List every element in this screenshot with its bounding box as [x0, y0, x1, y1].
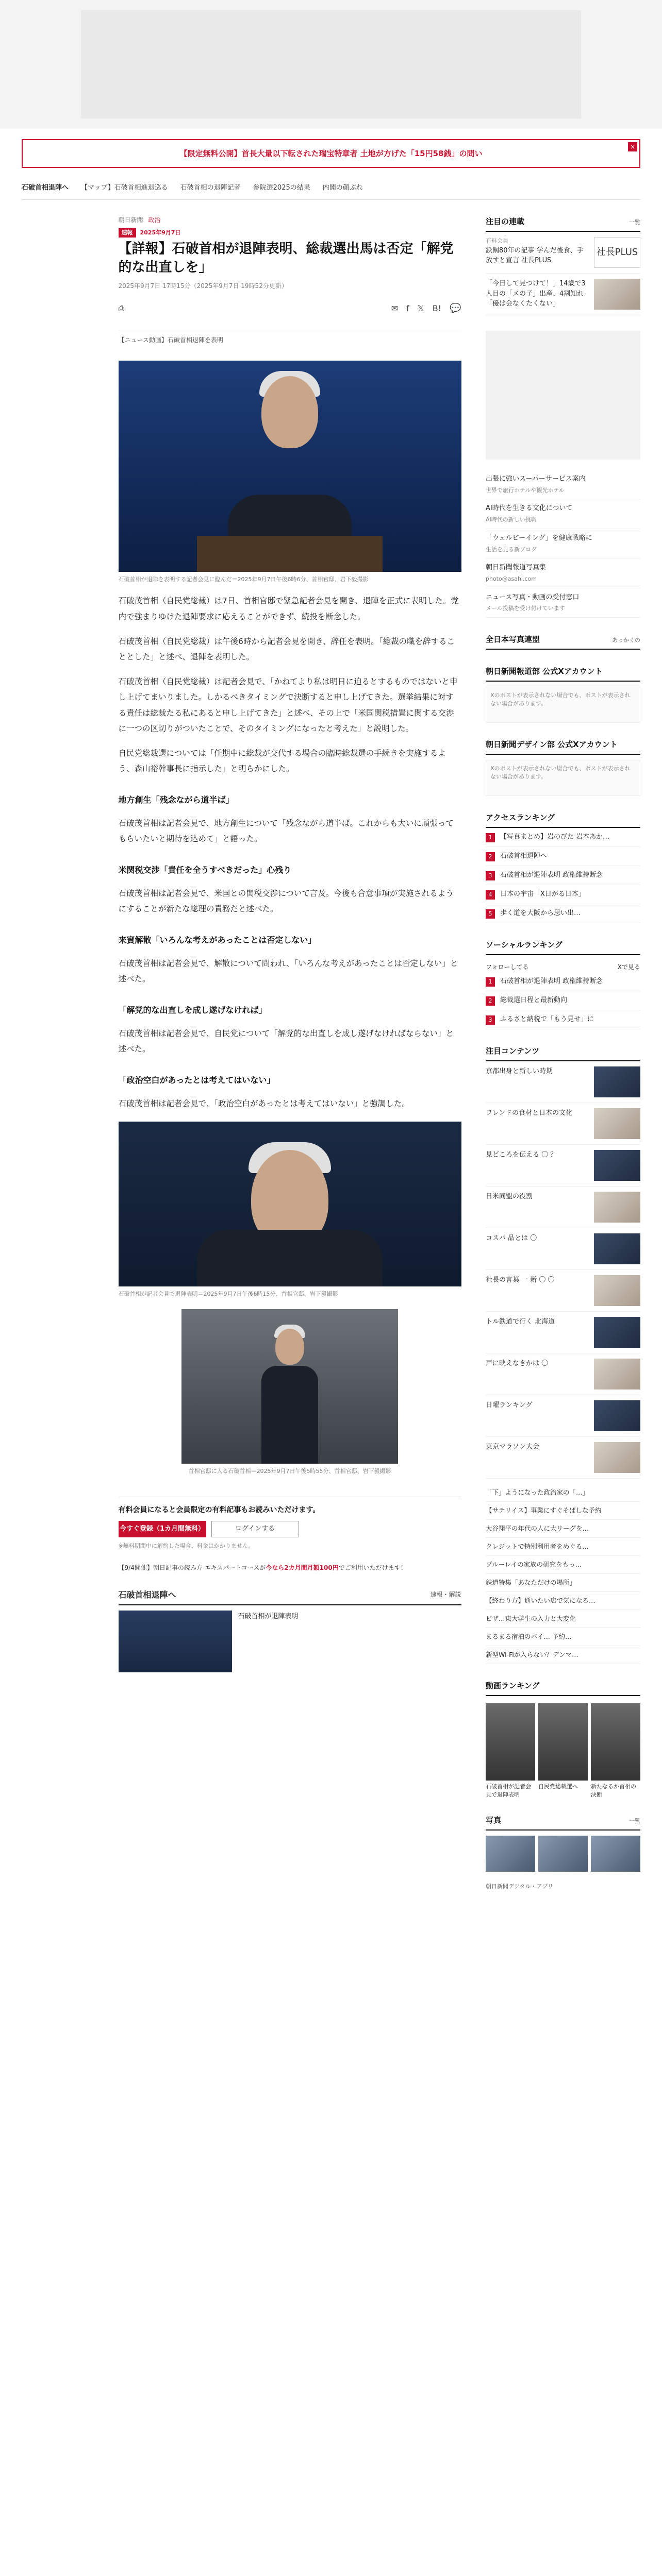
photo-subject-suit	[261, 1366, 318, 1464]
x-icon[interactable]: 𝕏	[417, 303, 424, 314]
article-dates: 2025年9月7日 17時15分（2025年9月7日 19時52分更新）	[118, 282, 288, 290]
content-item[interactable]: 京都出身と新しい時期	[486, 1061, 640, 1103]
sidebar-heading-text: 注目の連載	[486, 217, 525, 226]
promo-banner[interactable]	[22, 139, 640, 168]
list-item[interactable]: ピザ…東大学生の入力と大変化	[486, 1610, 640, 1628]
ranking-item[interactable]: 4 日本の宇宙「X日がる日本」	[486, 885, 640, 904]
sidebar-link[interactable]: 出張に強いスーパーサービス案内 世界で旅行ホテルや観光ホテル	[486, 470, 640, 499]
comment-icon[interactable]: 💬	[450, 302, 461, 314]
plain-list	[486, 1484, 640, 1664]
video-card[interactable]: 新たなるか首相の決断	[591, 1703, 640, 1799]
list-item[interactable]: 「下」ようになった政治家の「…」	[486, 1484, 640, 1502]
sidebar-heading: 朝日新聞報道部 公式Xアカウント	[486, 665, 640, 682]
login-button[interactable]: ログインする	[211, 1521, 299, 1537]
video-card[interactable]: 自民党総裁選へ	[538, 1703, 588, 1799]
tag-row	[119, 228, 461, 238]
list-item[interactable]: ブルーレイの家族の研究をもっ…	[486, 1556, 640, 1574]
left-gutter	[22, 200, 94, 1891]
paragraph: 石破茂首相は記者会見で、自民党について「解党的な出直しを成し遂げなければならない」と述べた。	[118, 1029, 454, 1054]
content-item[interactable]: 日米同盟の役割	[486, 1187, 640, 1228]
related-thumbnail[interactable]	[119, 1611, 232, 1672]
paragraph: 石破茂首相は記者会見で、地方創生について「残念ながら道半ば。これからも大いに頑張ってもらいたいと期待を込めて」と語った。	[118, 819, 454, 844]
topic-main[interactable]: 石破首相退陣へ	[22, 184, 69, 192]
content-item[interactable]: 社長の言葉 一 新 〇 〇	[486, 1270, 640, 1312]
sidebar-link[interactable]: ニュース写真・動画の受付窓口 メール投稿を受け付けています	[486, 588, 640, 618]
video-carousel	[486, 1703, 640, 1799]
offer-highlight: 今なら2カ月間月額100円	[266, 1564, 339, 1571]
crumb-category[interactable]: 政治	[148, 216, 161, 224]
banner-text[interactable]: 【限定無料公開】首長大量以下転された瑞宝特章者 土地が方げた「15円58銭」の問い	[179, 149, 483, 158]
photo-grid	[486, 1836, 640, 1872]
sidebar-link[interactable]: AI時代を生きる文化について AI時代の新しい挑戦	[486, 499, 640, 529]
ranking-item[interactable]: 3 石破首相が退陣表明 政権維持断念	[486, 866, 640, 885]
paywall-note: ※無料期間中に解約した場合、料金はかかりません。	[118, 1543, 254, 1550]
ranking-heading: ソーシャルランキング	[486, 939, 640, 955]
list-item[interactable]	[486, 232, 640, 274]
more-link[interactable]: 一覧	[629, 219, 640, 226]
offer-suffix: でご利用いただけます！	[338, 1564, 407, 1571]
list-item[interactable]: 【サテリイス】事業にすぐそばしな予約	[486, 1502, 640, 1520]
photo-closeup[interactable]	[119, 1122, 461, 1286]
paragraph: 石破茂首相（自民党総裁）は午後6時から記者会見を開き、辞任を表明。「総裁の職を辞することとした」と述べ、退陣を表明した。	[118, 636, 455, 662]
section-heading: 「政治空白があったとは考えてはいない」	[118, 1075, 275, 1085]
follow-row	[486, 962, 640, 972]
paragraph: 自民党総裁選については「任期中に総裁が交代する場合の臨時総裁選の手続きを実施するよう、森山裕幹事長に指示した」と明らかにした。	[118, 749, 446, 774]
register-button[interactable]: 今すぐ登録（1カ月間無料）	[119, 1521, 206, 1537]
list-item[interactable]: 鉄道特集「あなただけの場所」	[486, 1574, 640, 1592]
topic-bar	[22, 177, 640, 200]
paywall	[119, 1497, 461, 1551]
sidebar-heading: 全日本写真連盟 あっかくの	[486, 633, 640, 650]
section-heading: 「解党的な出直しを成し遂げなければ」	[118, 1005, 267, 1015]
sidebar-link[interactable]: 朝日新聞報道写真集 photo@asahi.com	[486, 558, 640, 588]
content-item[interactable]: 日曜ランキング	[486, 1395, 640, 1437]
top-ad	[81, 10, 581, 118]
list-item[interactable]: 【終わり方】通いたい店で気になる…	[486, 1592, 640, 1610]
ranking-heading: アクセスランキング	[486, 811, 640, 828]
sidebar-heading	[486, 215, 640, 232]
tag-badge: 速報	[119, 228, 136, 238]
list-item[interactable]: 新型Wi-Fiが入らない？デンマ…	[486, 1646, 640, 1664]
ranking-item[interactable]: 1 石破首相が退陣表明 政権維持断念	[486, 972, 640, 991]
breadcrumb	[119, 215, 461, 225]
photo-caption: 石破首相が記者会見で退陣表明＝2025年9月7日午後6時15分、首相官邸、岩下毅撮影	[118, 1291, 338, 1298]
more-link[interactable]: あっかくの	[612, 636, 640, 643]
sidebar-heading: 朝日新聞デザイン部 公式Xアカウント	[486, 738, 640, 755]
sidebar-heading: 注目コンテンツ	[486, 1045, 640, 1061]
ranking-item[interactable]: 2 総裁選日程と最新動向	[486, 991, 640, 1010]
ranking-item[interactable]: 3 ふるさと納税で「もう見せ」に	[486, 1010, 640, 1029]
paywall-title: 有料会員になると会員限定の有料記事もお読みいただけます。	[118, 1505, 320, 1514]
sidebar-ad	[486, 331, 640, 460]
sidebar-heading: 写真 一覧	[486, 1814, 640, 1831]
sidebar-heading: 動画ランキング	[486, 1680, 640, 1696]
related-heading	[119, 1588, 461, 1606]
list-item[interactable]: 大谷翔平の年代の人に大リーグを…	[486, 1520, 640, 1538]
more-link[interactable]: 一覧	[629, 1817, 640, 1824]
sidebar	[486, 200, 640, 1891]
photo-thumbnail[interactable]	[591, 1836, 640, 1872]
x-timeline[interactable]: Xのポストが表示されない場合でも、ポストが表示されない場合があります。	[486, 760, 640, 796]
x-link[interactable]: Xで見る	[617, 963, 640, 971]
video-card[interactable]: 石破首相が記者会見で退陣表明	[486, 1703, 535, 1799]
topic-item-4[interactable]: 内閣の顔ぶれ	[322, 184, 363, 192]
follow-link[interactable]: フォローしてる	[486, 963, 529, 971]
photo-caption: 首相官邸に入る石破首相＝2025年9月7日午後5時55分、首相官邸、岩下毅撮影	[188, 1468, 391, 1475]
content-item[interactable]: 東京マラソン大会	[486, 1437, 640, 1479]
tag-text: 2025年9月7日	[140, 229, 181, 236]
topic-item-3[interactable]: 参院選2025の結果	[253, 184, 310, 192]
facebook-icon[interactable]: f	[406, 303, 409, 314]
photo-subject-suit	[197, 1230, 383, 1286]
video-promo[interactable]: 【ニュース動画】石破首相退陣を表明	[119, 330, 461, 350]
content-item[interactable]: コスパ 品とは 〇	[486, 1228, 640, 1270]
content-item[interactable]: トル鉄道で行く 北海道	[486, 1312, 640, 1353]
photo-walking[interactable]	[181, 1309, 398, 1464]
item-label: 有料会員	[486, 238, 508, 244]
x-timeline[interactable]: Xのポストが表示されない場合でも、ポストが表示されない場合があります。	[486, 687, 640, 723]
related-sub[interactable]: 速報・解説	[430, 1591, 461, 1599]
offer-text[interactable]	[119, 1563, 461, 1573]
top-ad-area	[0, 0, 662, 129]
section-heading: 米関税交渉「責任を全うすべきだった」心残り	[118, 865, 292, 875]
share-toolbar	[119, 298, 461, 319]
photo-thumbnail[interactable]	[538, 1836, 588, 1872]
paragraph: 石破茂首相は記者会見で、解散について問われ、「いろんな考えがあったことは否定しない」と述べた。	[118, 959, 458, 984]
content-item[interactable]: フレンドの食材と日本の文化	[486, 1103, 640, 1145]
topic-item-1[interactable]: 【マップ】石破首相進退巡る	[81, 184, 168, 192]
close-icon[interactable]: ×	[628, 142, 637, 151]
photo-thumbnail[interactable]	[486, 1836, 535, 1872]
paragraph: 石破茂首相（自民党総裁）は記者会見で、「かねてより私は明日に迫るとするものではないと申し上げてまいりました。しかるべきタイミングで決断すると申し上げてきた。選挙結果に対する責任は総裁たる私にあると申し上げてきた」と述べ、その上で「米国関税措置に関する交渉に一つの区切りがついたことで、そのタイミングになったと考えた」と説明した。	[118, 677, 458, 733]
paragraph: 石破茂首相（自民党総裁）は7日、首相官邸で緊急記者会見を開き、退陣を正式に表明した。党内で強まりゆけた退陣要求に応えることができず、続投を断念した。	[118, 596, 459, 621]
photo-podium	[197, 536, 383, 572]
related-link[interactable]: 石破首相が退陣表明	[238, 1613, 299, 1621]
print-icon[interactable]: ⎙	[118, 304, 124, 313]
ranking-item[interactable]: 1 【写真まとめ】岩のびた 岩本あか…	[486, 828, 640, 847]
hatena-icon[interactable]: B!	[432, 303, 442, 314]
shacho-plus-logo: 社長PLUS	[594, 237, 640, 268]
list-item[interactable]: クレジットで特別利用者をめぐる…	[486, 1538, 640, 1556]
list-item[interactable]	[486, 274, 640, 315]
topic-item-2[interactable]: 石破首相の退陣記者	[180, 184, 241, 192]
item-text[interactable]: 「今日して見つけて！」14歳で3人目の「メの子」出産、4割知れ「優は会なくたくない」	[486, 280, 586, 308]
item-text[interactable]: 鉄鋼80年の記事 学んだ後食、手放すと宣言 社長PLUS	[486, 246, 584, 264]
content-item[interactable]: 見どころを伝える 〇 ？	[486, 1145, 640, 1187]
ranking-item[interactable]: 5 歩く道を大阪から思い出…	[486, 904, 640, 923]
photo-subject-head	[261, 376, 318, 448]
photo-subject-head	[275, 1329, 304, 1365]
list-item[interactable]: まるまる宿泊のバイ… 予約…	[486, 1628, 640, 1646]
item-thumbnail	[594, 279, 640, 310]
related-title[interactable]: 石破首相退陣へ	[118, 1589, 176, 1600]
main-photo[interactable]	[119, 361, 461, 572]
section-heading: 地方創生「残念ながら道半ば」	[118, 794, 234, 805]
paragraph: 石破茂首相は記者会見で、米国との関税交渉について言及。今後も合意事項が実施されるようにすることが新たな総理の責務だと述べた。	[118, 889, 454, 914]
paragraph: 石破茂首相は記者会見で、「政治空白があったとは考えてはいない」と強調した。	[118, 1099, 410, 1109]
section-heading: 来賓解散「いろんな考えがあったことは否定しない」	[118, 935, 317, 945]
photo-caption: 石破首相が退陣を表明する記者会見に臨んだ＝2025年9月7日午後6時6分、首相官邸、岩下毅撮影	[118, 575, 369, 583]
content-item[interactable]: 戸に映えなきかは 〇	[486, 1353, 640, 1395]
article-title: 【詳報】石破首相が退陣表明、総裁選出馬は否定「解党的な出直しを」	[118, 241, 454, 276]
crumb-home[interactable]: 朝日新聞	[118, 216, 143, 224]
mail-icon[interactable]: ✉	[391, 303, 399, 314]
article-main	[119, 200, 461, 1891]
offer-prefix: 【9/4開催】朝日記事の読み方 エキスパートコースが	[118, 1564, 266, 1571]
bottom-app-logo[interactable]: 朝日新聞デジタル・アプリ	[486, 1883, 553, 1890]
ranking-item[interactable]: 2 石破首相退陣へ	[486, 847, 640, 866]
sidebar-link[interactable]: 「ウェルビーイング」を健康戦略に 生活を見る新ブログ	[486, 529, 640, 558]
